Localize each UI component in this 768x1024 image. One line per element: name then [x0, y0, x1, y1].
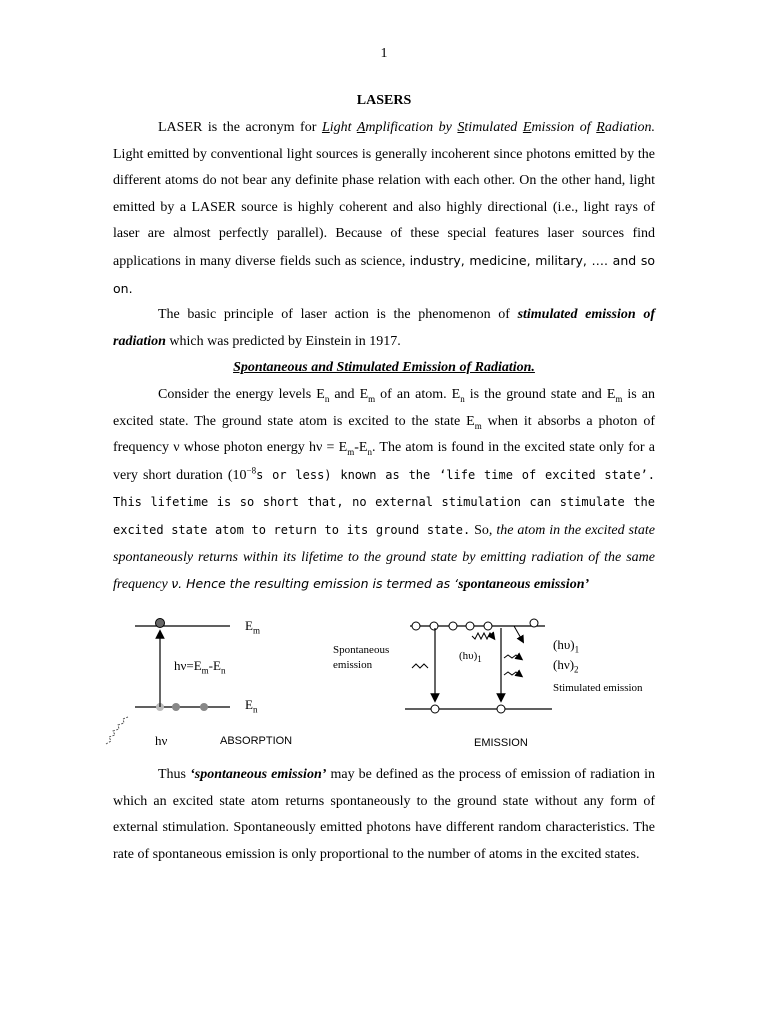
- stimulated-emission-photon-top: [514, 626, 522, 640]
- excited-atom: [430, 622, 438, 630]
- emission-caption: EMISSION: [474, 737, 528, 749]
- principle-paragraph: The basic principle of laser action is the phenomenon of stimulated emission of radiation which was predicted by Einstein in 1917.: [113, 307, 655, 349]
- section-heading: Spontaneous and Stimulated Emission of Radiation.: [233, 360, 535, 375]
- ground-atom: [431, 705, 439, 713]
- excited-atom: [412, 622, 420, 630]
- energy-level-diagram: [100, 608, 643, 758]
- excited-atom: [484, 622, 492, 630]
- excited-atom: [530, 619, 538, 627]
- incoming-photon: [106, 717, 128, 744]
- intro-paragraph: LASER is the acronym for Light Amplification by Stimulated Emission of Radiation. Light emitted by conventional light sources is generally incoherent since photons emitted by the different atoms do not bear any definite phase relation with each other. On the other hand, light emitted by a LASER source is highly coherent and also highly directional (i.e., light rays of laser are almost perfectly parallel). Because of these special features laser sources find applications in many diverse fields such as science, industry, medicine, military, …. and so on.: [113, 120, 655, 296]
- stimulated-emission-label: Stimulated emission: [553, 682, 643, 694]
- excited-atom: [156, 619, 165, 628]
- spontaneous-label-line1: Spontaneous: [333, 644, 390, 656]
- page-number: 1: [380, 46, 388, 61]
- mid-photon-label: $(h\upsilon)_1$: [459, 650, 482, 665]
- excited-atom: [466, 622, 474, 630]
- spontaneous-photon: [412, 664, 428, 668]
- level-en-label: $E_n$: [245, 697, 258, 715]
- absorption-caption: ABSORPTION: [220, 735, 293, 747]
- level-em-label: $E_m$: [245, 618, 260, 636]
- ground-atom: [172, 703, 180, 711]
- diagram-drawing: [100, 608, 570, 758]
- ground-atom: [200, 703, 208, 711]
- stimulated-photon-2-label: $(h\nu)_2$: [553, 657, 579, 675]
- incident-photon: [472, 633, 493, 639]
- thus-paragraph: Thus ‘spontaneous emission’ may be defined as the process of emission of radiation in which an excited state atom returns spontaneously to the ground state without any form of external stimulation. Spontaneously emitted photons have different random characteristics. The rate of spontaneous emission is only proportional to the number of atoms in the excited states.: [113, 767, 656, 862]
- photon-energy-label: hν: [155, 733, 168, 748]
- stimulated-photon-1: [504, 655, 520, 658]
- ground-atom: [497, 705, 505, 713]
- excited-atom: [449, 622, 457, 630]
- page-title: LASERS: [356, 93, 412, 108]
- stimulated-photon-2: [504, 672, 520, 675]
- consider-paragraph: Consider the energy levels $E_n$ and $E_m$ of an atom. $E_n$ is the ground state and $E_m$ is an excited state. The ground state atom is excited to the state $E_m$ when it absorbs a photon of frequency ν whose photon energy $h\nu = E_m-E_n$. The atom is found in the excited state only for a very short duration ($10^{-8}s$ or less) known as the ‘life time of excited state’. This lifetime is so short that, no external stimulation can stimulate the excited state atom to return to its ground state. So, the atom in the excited state spontaneously returns within its lifetime to the ground state by emitting radiation of the same frequency ν. Hence the resulting emission is termed as ‘spontaneous emission’: [113, 387, 655, 593]
- spontaneous-label-line2: emission: [333, 659, 373, 671]
- energy-equation-label: $h\nu=E_m-E_n$: [174, 658, 226, 676]
- stimulated-photon-1-label: $(h\upsilon)_1$: [553, 637, 580, 655]
